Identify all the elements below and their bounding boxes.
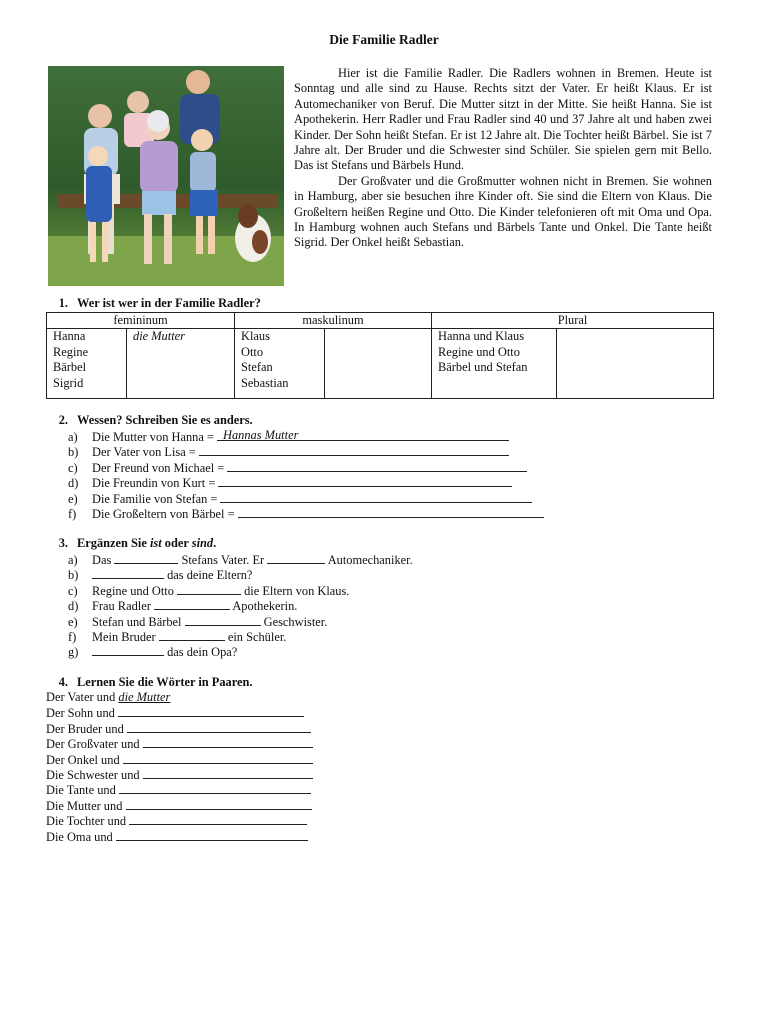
section-2-title: Wessen? Schreiben Sie es anders. [77, 413, 253, 427]
intro-text [294, 66, 712, 251]
pair-example [46, 690, 313, 705]
answer-line[interactable] [129, 813, 307, 825]
item-letter: b) [68, 568, 79, 583]
family-table [46, 312, 714, 399]
answer-line[interactable] [238, 506, 544, 518]
item-text: Die Großeltern von Bärbel = [92, 506, 238, 521]
plural-answer-cell[interactable] [557, 329, 714, 399]
item-text: das deine Eltern? [164, 568, 253, 583]
pair-text: Die Oma und [46, 829, 116, 844]
feminine-name: Regine [53, 344, 89, 359]
table-header-plural: Plural [432, 313, 714, 329]
exercise-2-item-e [68, 491, 544, 506]
pair-item [46, 813, 313, 828]
item-text: Apothekerin. [229, 599, 298, 614]
pair-item [46, 721, 313, 736]
pair-item [46, 829, 313, 844]
plural-names-cell [432, 329, 557, 399]
section-3-title-sind: sind [191, 536, 214, 550]
item-text: Automechaniker. [325, 553, 413, 567]
exercise-2-item-f [68, 506, 544, 521]
answer-line[interactable] [123, 752, 313, 764]
pair-item [46, 736, 313, 751]
exercise-2-item-b [68, 444, 544, 459]
plural-name: Hanna und Klaus [438, 329, 525, 344]
masculine-names-cell [235, 329, 325, 399]
item-text: Der Vater von Lisa = [92, 445, 199, 460]
pair-item [46, 767, 313, 782]
item-letter: d) [68, 599, 79, 614]
item-letter: c) [68, 583, 78, 598]
section-4-heading [44, 675, 253, 690]
answer-line[interactable] [126, 798, 312, 810]
feminine-name: Sigrid [53, 375, 84, 390]
section-3-heading [44, 536, 216, 551]
exercise-3-item-f [68, 629, 413, 644]
example-answer: Hannas Mutter [223, 427, 299, 442]
item-letter: d) [68, 476, 79, 491]
item-letter: g) [68, 645, 79, 660]
item-letter: a) [68, 553, 78, 567]
masculine-name: Otto [241, 344, 264, 359]
answer-line[interactable] [119, 782, 311, 794]
answer-line[interactable] [116, 829, 308, 841]
exercise-3-item-d [68, 598, 413, 613]
section-1-number: 1. [58, 296, 68, 310]
item-text: Der Freund von Michael = [92, 460, 228, 475]
item-letter: e) [68, 614, 78, 629]
item-text: Regine und Otto [92, 583, 178, 598]
answer-line[interactable] [118, 705, 304, 717]
exercise-3-item-e [68, 614, 413, 629]
answer-line[interactable] [127, 721, 311, 733]
feminine-example-answer: die Mutter [133, 329, 185, 344]
section-1-title: Wer ist wer in der Familie Radler? [77, 296, 261, 310]
item-text: das dein Opa? [164, 645, 238, 660]
section-2-heading [44, 413, 253, 428]
masculine-name: Sebastian [241, 375, 289, 390]
section-3-title-part: . [213, 536, 217, 550]
answer-line[interactable] [227, 460, 527, 472]
pair-text: Der Großvater und [46, 737, 143, 752]
item-letter: a) [68, 430, 78, 444]
answer-line[interactable] [199, 444, 509, 456]
table-header-feminine: femininum [47, 313, 235, 329]
answer-line[interactable] [217, 429, 509, 441]
answer-line[interactable] [92, 567, 164, 579]
item-text: die Eltern von Klaus. [241, 583, 350, 598]
pair-example-answer: die Mutter [118, 690, 171, 704]
answer-line[interactable] [114, 552, 178, 564]
answer-line[interactable] [159, 629, 225, 641]
pair-text: Der Vater und [46, 690, 119, 704]
pair-item [46, 798, 313, 813]
family-photo [48, 66, 284, 286]
section-4-number: 4. [58, 675, 68, 689]
plural-name: Regine und Otto [438, 344, 520, 359]
item-text: Geschwister. [260, 614, 328, 629]
section-3-title-ist: ist [149, 536, 162, 550]
section-3-title-part: oder [161, 536, 192, 550]
item-letter: f) [68, 629, 77, 644]
page-title: Die Familie Radler [329, 32, 439, 47]
exercise-3-item-g [68, 644, 413, 659]
answer-line[interactable] [267, 552, 325, 564]
item-letter: b) [68, 445, 79, 460]
item-text: Stefan und Bärbel [92, 614, 185, 629]
pair-text: Der Sohn und [46, 706, 118, 721]
pair-text: Die Schwester und [46, 767, 143, 782]
item-text: Stefans Vater. Er [178, 553, 268, 567]
table-header-masculine: maskulinum [235, 313, 432, 329]
exercise-2-item-a [68, 429, 544, 444]
pair-item [46, 782, 313, 797]
item-text: ein Schüler. [224, 629, 287, 644]
answer-line[interactable] [185, 614, 261, 626]
section-4-list [46, 690, 313, 844]
masculine-name: Stefan [241, 360, 273, 375]
answer-line[interactable] [92, 644, 164, 656]
answer-line[interactable] [177, 583, 241, 595]
item-text: Die Freundin von Kurt = [92, 476, 219, 491]
item-letter: c) [68, 460, 78, 475]
feminine-name: Bärbel [53, 360, 87, 375]
pair-text: Der Bruder und [46, 721, 127, 736]
section-3-list [68, 552, 413, 660]
pair-item [46, 705, 313, 720]
feminine-answer-cell[interactable] [127, 329, 235, 399]
pair-item [46, 752, 313, 767]
feminine-name: Hanna [53, 329, 86, 344]
exercise-2-item-d [68, 475, 544, 490]
section-3-number: 3. [58, 536, 68, 550]
item-text: Mein Bruder [92, 629, 159, 644]
section-2-number: 2. [58, 413, 68, 427]
answer-line[interactable] [154, 598, 230, 610]
intro-paragraph-1: Hier ist die Familie Radler. Die Radlers wohnen in Bremen. Heute ist Sonntag und alle sind zu Hause. Rechts sitzt der Vater. Er heißt Klaus. Er ist Automechaniker von Beruf. Die Mutter sitzt in der Mitte. Sie heißt Hanna. Sie ist Apothekerin. Herr Radler und Frau Radler sind 40 und 37 Jahre alt und haben zwei Kinder. Der Sohn heißt Stefan. Er ist 12 Jahre alt. Die Tochter heißt Bärbel. Sie ist 7 Jahre alt. Der Bruder und die Schwester sind Schüler. Sie spielen gern mit Bello. Das ist Stefans und Bärbels Hund. [294, 66, 712, 173]
pair-text: Die Tante und [46, 783, 119, 798]
item-text: Frau Radler [92, 599, 154, 614]
item-text: Die Familie von Stefan = [92, 491, 221, 506]
exercise-3-item-c [68, 583, 413, 598]
section-3-title-part: Ergänzen Sie [77, 536, 150, 550]
answer-line[interactable] [218, 475, 512, 487]
answer-line[interactable] [143, 767, 313, 779]
intro-paragraph-2: Der Großvater und die Großmutter wohnen nicht in Bremen. Sie wohnen in Hamburg, aber sie besuchen ihre Kinder oft. Sie sind die Eltern von Klaus. Die Großeltern heißen Regine und Otto. Die Kinder telefonieren oft mit Oma und Opa. In Hamburg wohnen auch Stefans und Bärbels Tante und Onkel. Die Tante heißt Sigrid. Der Onkel heißt Sebastian. [294, 173, 712, 250]
plural-name: Bärbel und Stefan [438, 360, 528, 375]
exercise-2-item-c [68, 460, 544, 475]
item-text: Die Mutter von Hanna = [92, 430, 218, 444]
masculine-answer-cell[interactable] [325, 329, 432, 399]
item-letter: f) [68, 506, 77, 521]
pair-text: Die Tochter und [46, 814, 130, 829]
section-2-list [68, 429, 544, 521]
answer-line[interactable] [220, 491, 532, 503]
section-4-title: Lernen Sie die Wörter in Paaren. [77, 675, 253, 689]
masculine-name: Klaus [241, 329, 270, 344]
item-text: Das [92, 553, 115, 567]
pair-text: Der Onkel und [46, 752, 123, 767]
exercise-3-item-b [68, 567, 413, 582]
section-1-heading [44, 296, 261, 311]
item-letter: e) [68, 491, 78, 506]
feminine-names-cell [47, 329, 127, 399]
family-photo-illustration [48, 66, 284, 286]
answer-line[interactable] [143, 736, 313, 748]
exercise-3-item-a [68, 552, 413, 567]
pair-text: Die Mutter und [46, 798, 126, 813]
